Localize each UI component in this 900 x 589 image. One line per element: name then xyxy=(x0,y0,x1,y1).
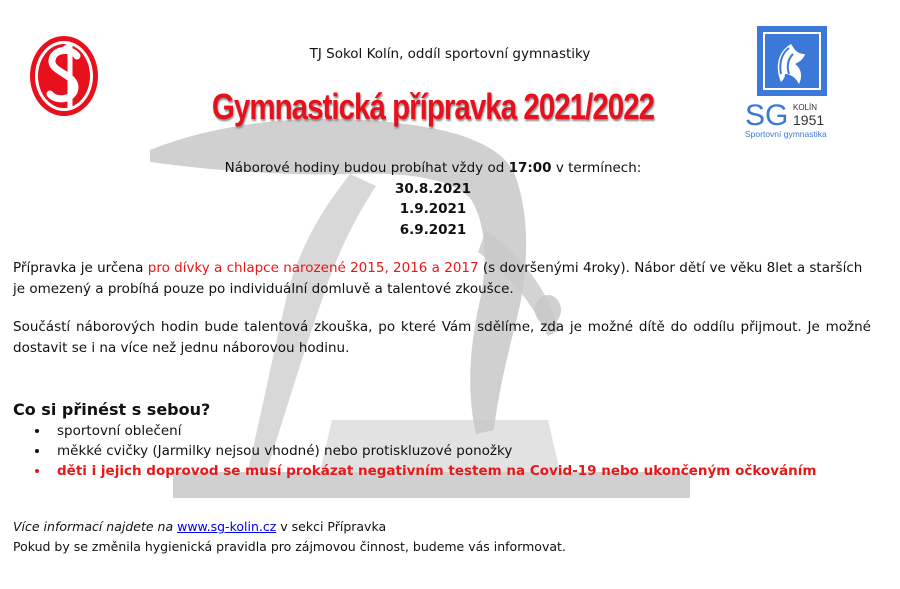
sg-text: SG xyxy=(745,99,789,132)
footer xyxy=(13,517,566,557)
organization-name: TJ Sokol Kolín, oddíl sportovní gymnastiky xyxy=(309,46,591,62)
eligibility-after: (s dovršenými 4roky). Nábor dětí ve věku 8let a starších je omezený a probíhá pouze po individuální domluvě a talentové zkoušce. xyxy=(13,260,863,297)
list-item-covid-requirement: děti i jejich doprovod se musí prokázat negativním testem na Covid-19 nebo ukončeným očkováním xyxy=(13,461,816,481)
eligibility-highlight: pro dívky a chlapce narozené 2015, 2016 a 2017 xyxy=(147,260,479,276)
schedule-intro-after: v termínech: xyxy=(551,160,642,176)
page-title: Gymnastická přípravka 2021/2022 xyxy=(211,86,655,127)
schedule-time: 17:00 xyxy=(508,160,552,176)
bring-list xyxy=(13,421,816,481)
list-item: měkké cvičky (Jarmilky nejsou vhodné) nebo protiskluzové ponožky xyxy=(13,441,816,461)
bring-heading: Co si přinést s sebou? xyxy=(13,400,211,419)
schedule-date: 30.8.2021 xyxy=(394,180,471,197)
footer-info-line xyxy=(13,517,566,537)
schedule-date: 6.9.2021 xyxy=(399,221,467,238)
schedule-intro xyxy=(0,158,866,179)
year-text: 1951 xyxy=(793,112,825,128)
kolin-text: KOLÍN xyxy=(793,103,818,112)
footer-hygiene-note: Pokud by se změnila hygienická pravidla pro zájmovou činnost, budeme vás informovat. xyxy=(13,539,566,554)
eligibility-before: Přípravka je určena xyxy=(13,260,148,276)
eligibility-paragraph xyxy=(13,258,871,300)
list-item: sportovní oblečení xyxy=(13,421,816,441)
schedule-intro-before: Náborové hodiny budou probíhat vždy od xyxy=(224,160,509,176)
footer-info-after: v sekci Přípravka xyxy=(276,519,387,534)
sg-subtitle-text: Sportovní gymnastika xyxy=(745,129,827,139)
schedule-date: 1.9.2021 xyxy=(399,201,467,217)
footer-info-before: Více informací najdete na xyxy=(13,519,178,534)
schedule-block xyxy=(0,158,866,240)
website-link[interactable]: www.sg-kolin.cz xyxy=(177,519,277,534)
talent-test-paragraph: Součástí náborových hodin bude talentová zkouška, po které Vám sdělíme, zda je možné dítě do oddílu přijmout. Je možné dostavit se i na více než jednu náborovou hodinu. xyxy=(13,319,871,356)
